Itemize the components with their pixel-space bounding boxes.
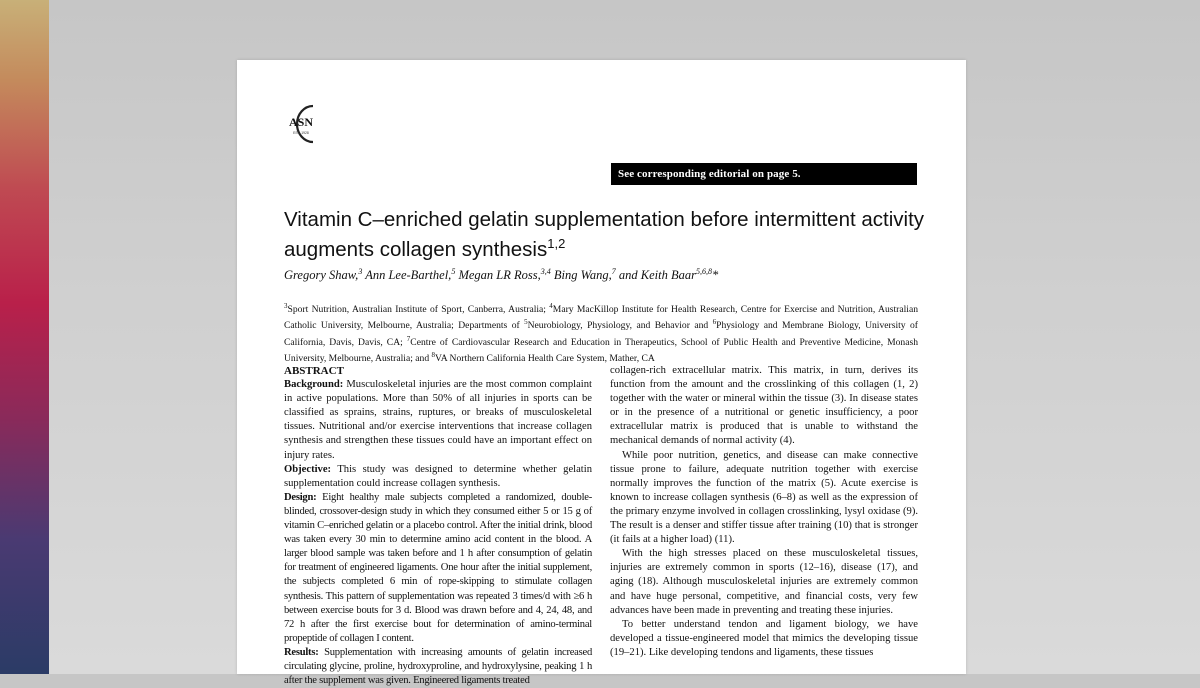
editorial-note-text: See corresponding editorial on page 5. — [618, 168, 801, 180]
editorial-note-banner — [611, 163, 917, 185]
body-column — [610, 364, 918, 660]
logo-subtext: EST. 1928 — [293, 131, 309, 135]
affiliation-text: VA Northern California Health Care System, Mather, CA — [435, 353, 655, 365]
paper-page — [237, 60, 966, 687]
article-title-footnote: 1,2 — [547, 236, 566, 251]
results-text: Supplementation with increasing amounts of gelatin increased circulating glycine, proline, hydroxyproline, and hydroxylysine, peaking 1 h after the supplement was given. Engineered ligaments treated — [284, 646, 592, 687]
asn-logo-icon — [283, 102, 319, 146]
abstract-design — [284, 491, 592, 646]
objective-label: Objective: — [284, 463, 332, 475]
design-label: Design: — [284, 491, 317, 503]
affiliation-text: Mary MacKillop Institute for Health Research, Centre for Exercise and Nutrition, Australian Catholic University, Melbourne, Australia; Departments of — [284, 304, 918, 332]
affiliations — [284, 300, 918, 366]
author-affiliation-mark: 5,6,8 — [695, 267, 712, 276]
author-affiliation-mark: 3 — [358, 267, 363, 276]
background-side-strip — [0, 0, 49, 674]
affiliation-mark: 7 — [406, 334, 411, 343]
design-text: Eight healthy male subjects completed a randomized, double-blinded, crossover-design study in which they consumed either 5 or 15 g of vitamin C–enriched gelatin or a placebo control. After the initial drink, blood was taken every 30 min to determine amino acid content in the blood. A larger blood sample was taken before and 1 h after consumption of gelatin for treatment of engineered ligaments. One hour after the initial supplement, the subjects completed 6 min of rope-skipping to stimulate collagen synthesis. This pattern of supplementation was repeated 3 times/d with ≥6 h between exercise bouts for 3 d. Blood was drawn before and 4, 24, 48, and 72 h after the first exercise bout for determination of amino-terminal propeptide of collagen I content. — [284, 491, 592, 644]
author-name: Gregory Shaw, — [284, 268, 359, 283]
author-list — [284, 267, 924, 283]
author-affiliation-mark: 3,4 — [540, 267, 551, 276]
affiliation-text: Neurobiology, Physiology, and Behavior and — [527, 320, 713, 332]
abstract-background — [284, 378, 592, 463]
affiliation-mark: 6 — [712, 318, 717, 327]
background-label: Background: — [284, 379, 344, 391]
affiliation-mark: 5 — [524, 318, 528, 327]
abstract-results — [284, 646, 592, 688]
results-label: Results: — [284, 646, 319, 658]
author-name: Megan LR Ross, — [455, 268, 541, 283]
author-name: * — [711, 268, 719, 283]
affiliation-mark: 4 — [549, 302, 553, 310]
background-text: Musculoskeletal injuries are the most common complaint in active populations. More than 50% of all injuries in sports can be classified as sprains, strains, ruptures, or breaks of musculoskeletal tissues. Nutritional and/or exercise interventions that increase collagen synthesis and strengthen these tissues could have an important effect on injury rates. — [284, 379, 592, 461]
affiliation-text: Sport Nutrition, Australian Institute of Sport, Canberra, Australia; — [287, 304, 550, 316]
objective-text: This study was designed to determine whether gelatin supplementation could increase collagen synthesis. — [284, 463, 592, 489]
author-name: and Keith Baar — [615, 268, 696, 283]
affiliation-mark: 3 — [284, 302, 288, 310]
affiliation-mark: 8 — [431, 351, 436, 360]
abstract-objective — [284, 463, 592, 491]
body-paragraph-3: With the high stresses placed on these musculoskeletal tissues, injuries are extremely common in sports (12–16), disease (17), and aging (18). Although musculoskeletal injuries are extremely common and have huge personal, competitive, and financial costs, very few advances have been made in preventing and treating these injuries. — [610, 548, 918, 616]
author-affiliation-mark: 5 — [451, 267, 456, 276]
body-paragraph-2: While poor nutrition, genetics, and disease can make connective tissue prone to failure, adequate nutrition together with exercise normally improves the function of the matrix (5). Acute exercise is known to increase collagen synthesis (6–8) as well as the expression of the primary enzyme involved in collagen crosslinking, lysyl oxidase (9). The result is a denser and stiffer tissue after training (10) that is stronger (it fails at a higher load) (11). — [610, 449, 918, 546]
affiliation-text: Physiology and Membrane Biology, University of California, Davis, Davis, CA; — [284, 320, 918, 349]
author-affiliation-mark: 7 — [611, 267, 616, 276]
logo-text: ASN — [288, 115, 314, 129]
body-paragraph-1: collagen-rich extracellular matrix. This matrix, in turn, derives its function from the amount and the crosslinking of this collagen (1, 2) together with the water or mineral within the tissue (3). In disease states or in the presence of a nutritional or genetic insufficiency, a poor extracellular matrix is produced that is unable to withstand the mechanical demands of normal activity (4). — [610, 365, 918, 447]
abstract-column — [284, 364, 592, 688]
affiliation-text: Centre of Cardiovascular Research and Education in Therapeutics, School of Public Health and Preventive Medicine, Monash University, Melbourne, Australia; and — [284, 337, 918, 365]
author-name: Ann Lee-Barthel, — [362, 268, 452, 283]
abstract-heading: ABSTRACT — [284, 365, 344, 377]
author-name: Bing Wang, — [550, 268, 612, 283]
article-title-text: Vitamin C–enriched gelatin supplementation before intermittent activity augments collagen synthesis — [284, 208, 925, 261]
body-paragraph-4: To better understand tendon and ligament biology, we have developed a tissue-engineered model that mimics the developing tissue (19–21). Like developing tendons and ligaments, these tissues — [610, 618, 918, 658]
article-title — [284, 208, 934, 262]
